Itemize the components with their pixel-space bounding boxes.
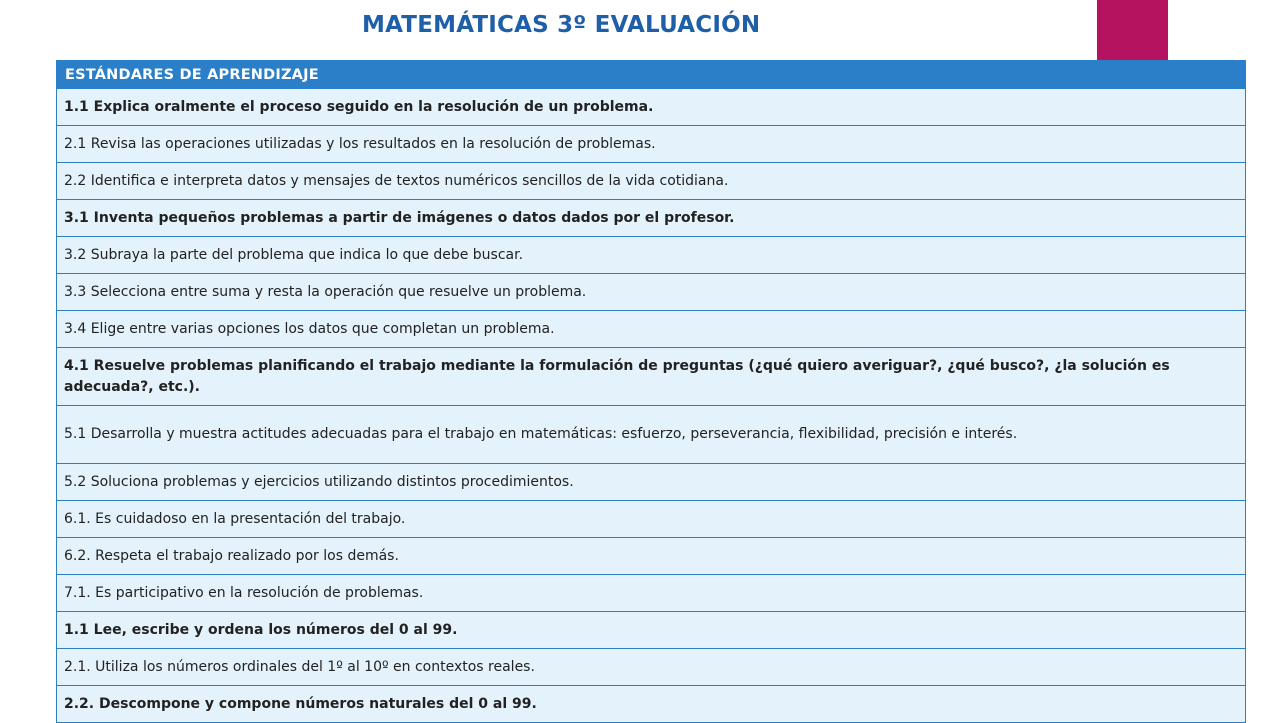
table-header-row: [57, 61, 1246, 89]
table-header: ESTÁNDARES DE APRENDIZAJE: [57, 61, 1246, 89]
standard-cell: 3.2 Subraya la parte del problema que indica lo que debe buscar.: [57, 237, 1246, 274]
table-row: [57, 686, 1246, 723]
standard-cell: 1.1 Lee, escribe y ordena los números del 0 al 99.: [57, 612, 1246, 649]
standard-cell: 3.4 Elige entre varias opciones los datos que completan un problema.: [57, 311, 1246, 348]
standard-cell: 2.1 Revisa las operaciones utilizadas y los resultados en la resolución de problemas.: [57, 126, 1246, 163]
table-row: [57, 348, 1246, 406]
standard-cell: 7.1. Es participativo en la resolución de problemas.: [57, 575, 1246, 612]
page-title: MATEMÁTICAS 3º EVALUACIÓN: [362, 12, 761, 38]
standard-cell: 4.1 Resuelve problemas planificando el trabajo mediante la formulación de preguntas (¿qué quiero averiguar?, ¿qué busco?, ¿la solución es adecuada?, etc.).: [57, 348, 1246, 406]
standard-cell: 2.1. Utiliza los números ordinales del 1º al 10º en contextos reales.: [57, 649, 1246, 686]
table-row: [57, 89, 1246, 126]
table-row: [57, 274, 1246, 311]
table-row: [57, 237, 1246, 274]
table-row: [57, 163, 1246, 200]
standards-table: [56, 60, 1246, 723]
standard-cell: 2.2 Identifica e interpreta datos y mensajes de textos numéricos sencillos de la vida cotidiana.: [57, 163, 1246, 200]
table-row: [57, 501, 1246, 538]
table-row: [57, 538, 1246, 575]
standard-cell: 6.2. Respeta el trabajo realizado por los demás.: [57, 538, 1246, 575]
standard-cell: 5.2 Soluciona problemas y ejercicios utilizando distintos procedimientos.: [57, 464, 1246, 501]
table-row: [57, 200, 1246, 237]
standard-cell: 3.3 Selecciona entre suma y resta la operación que resuelve un problema.: [57, 274, 1246, 311]
table-row: [57, 612, 1246, 649]
table-row: [57, 464, 1246, 501]
standard-cell: 1.1 Explica oralmente el proceso seguido en la resolución de un problema.: [57, 89, 1246, 126]
table-row: [57, 575, 1246, 612]
standard-cell: 2.2. Descompone y compone números naturales del 0 al 99.: [57, 686, 1246, 723]
table-row: [57, 649, 1246, 686]
standard-cell: 3.1 Inventa pequeños problemas a partir de imágenes o datos dados por el profesor.: [57, 200, 1246, 237]
table-row: [57, 311, 1246, 348]
standard-cell: 5.1 Desarrolla y muestra actitudes adecuadas para el trabajo en matemáticas: esfuerzo, perseverancia, flexibilidad, precisión e interés.: [57, 406, 1246, 464]
table-row: [57, 126, 1246, 163]
accent-bar: [1097, 0, 1168, 60]
standard-cell: 6.1. Es cuidadoso en la presentación del trabajo.: [57, 501, 1246, 538]
table-row: [57, 406, 1246, 464]
